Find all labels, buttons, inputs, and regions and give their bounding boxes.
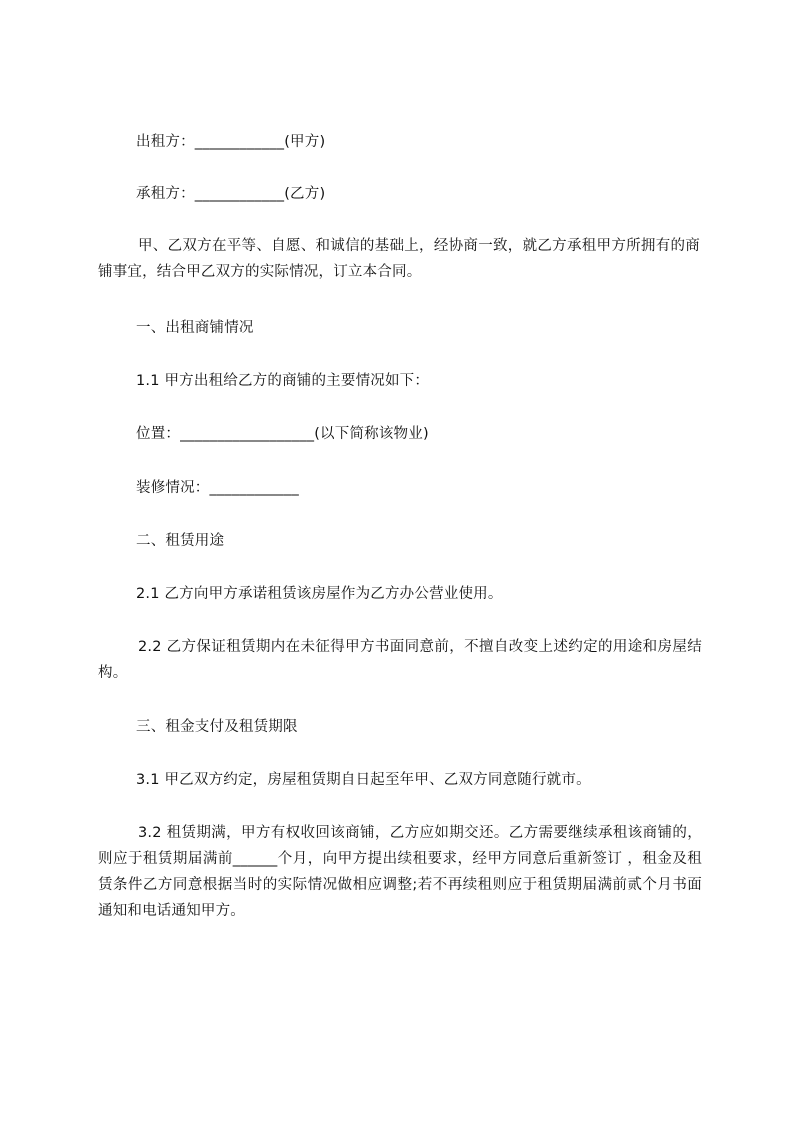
clause-3-1: 3.1 甲乙双方约定，房屋租赁期自日起至年甲、乙双方同意随行就市。 <box>136 772 591 788</box>
section-1-heading: 一、出租商铺情况 <box>136 320 254 336</box>
clause-2-1: 2.1 乙方向甲方承诺租赁该房屋作为乙方办公营业使用。 <box>136 586 503 602</box>
location-line: 位置：__________________(以下简称该物业) <box>136 426 429 442</box>
decoration-line: 装修情况：____________ <box>136 480 299 496</box>
section-3-heading: 三、租金支付及租赁期限 <box>136 719 298 735</box>
section-2-heading: 二、租赁用途 <box>136 533 225 549</box>
lessee-line: 承租方：____________(乙方) <box>136 186 326 202</box>
clause-3-2: 3.2 租赁期满，甲方有权收回该商铺，乙方应如期交还。乙方需要继续承租该商铺的，则应于租赁期届满前______个月，向甲方提出续租要求，经甲方同意后重新签订 ，租金及租赁条件乙方同意根据当时的实际情况做相应调整;若不再续租则应于租赁期届满前贰个月书面通知和电话通知甲方。 <box>98 825 702 919</box>
lessor-line: 出租方：____________(甲方) <box>136 134 326 150</box>
clause-2-2: 2.2 乙方保证租赁期内在未征得甲方书面同意前，不擅自改变上述约定的用途和房屋结构。 <box>98 639 702 681</box>
intro-paragraph: 甲、乙双方在平等、自愿、和诚信的基础上，经协商一致，就乙方承租甲方所拥有的商铺事宜，结合甲乙双方的实际情况，订立本合同。 <box>98 238 700 280</box>
clause-1-1: 1.1 甲方出租给乙方的商铺的主要情况如下： <box>136 373 430 389</box>
